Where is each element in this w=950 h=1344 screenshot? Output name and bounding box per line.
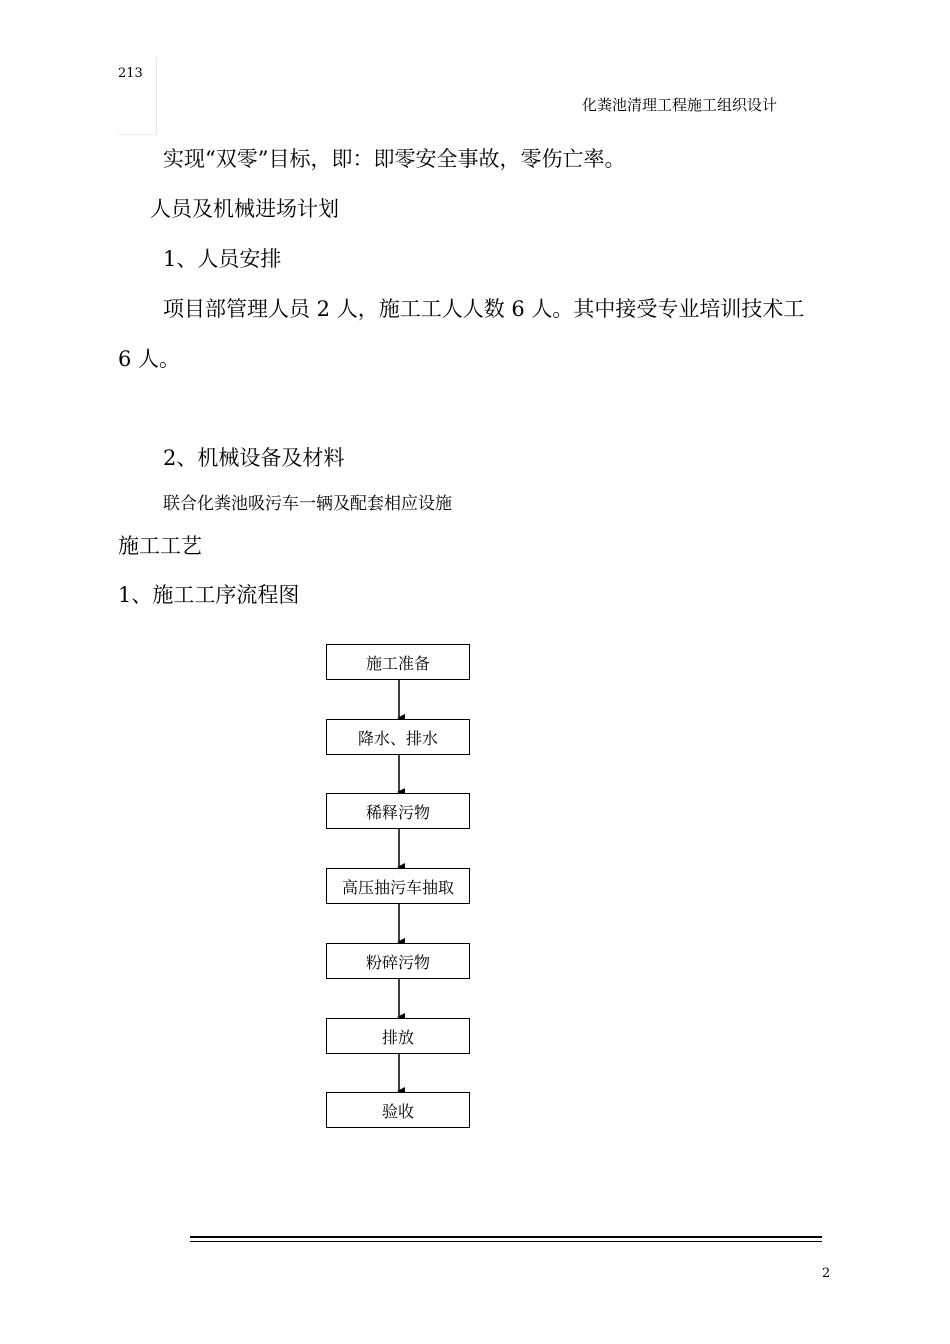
subheading-flowchart: 1、施工工序流程图	[118, 583, 300, 607]
paragraph-safety-goal: 实现“双零”目标，即：即零安全事故，零伤亡率。	[163, 147, 626, 171]
section-heading-personnel-machinery: 人员及机械进场计划	[150, 197, 339, 221]
flow-step-acceptance: 验收	[326, 1092, 470, 1128]
flow-step-preparation: 施工准备	[326, 644, 470, 680]
document-header-title: 化粪池清理工程施工组织设计	[582, 96, 778, 114]
paragraph-personnel-line2: 6 人。	[118, 347, 181, 371]
footer-rule-thin	[190, 1241, 822, 1242]
flow-step-crushing: 粉碎污物	[326, 943, 470, 979]
footer-page-number: 2	[822, 1266, 831, 1281]
flow-step-discharge: 排放	[326, 1018, 470, 1054]
subheading-personnel: 1、人员安排	[163, 247, 282, 271]
paragraph-personnel-line1: 项目部管理人员 2 人，施工工人人数 6 人。其中接受专业培训技术工	[163, 297, 805, 321]
flow-step-suction: 高压抽污车抽取	[326, 868, 470, 904]
section-heading-process: 施工工艺	[118, 534, 202, 558]
flow-step-dilution: 稀释污物	[326, 793, 470, 829]
paragraph-machinery: 联合化粪池吸污车一辆及配套相应设施	[163, 494, 452, 514]
subheading-machinery: 2、机械设备及材料	[163, 446, 345, 470]
footer-rule-thick	[190, 1236, 822, 1238]
margin-page-number: 213	[118, 66, 143, 81]
flow-step-dewatering: 降水、排水	[326, 719, 470, 755]
